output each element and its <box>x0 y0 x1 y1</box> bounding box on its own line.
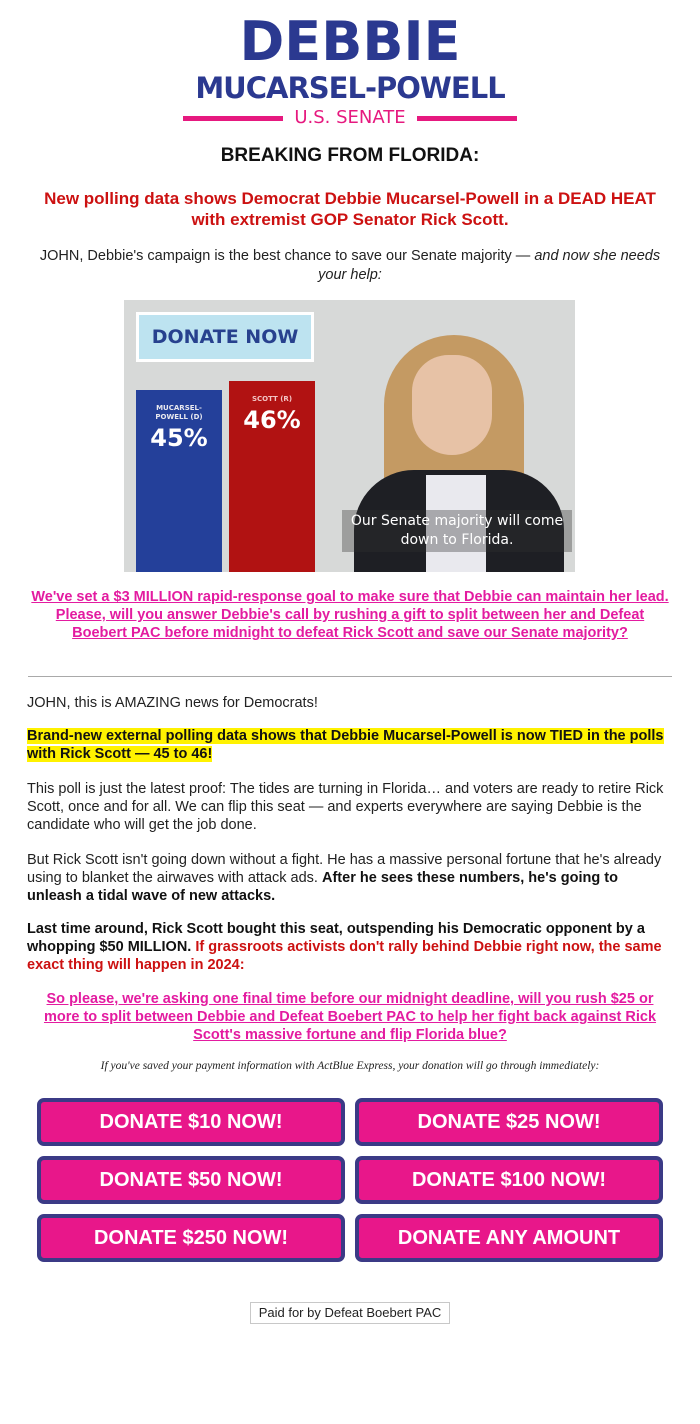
poll-bar-republican-label: SCOTT (R) <box>251 395 293 403</box>
body-paragraph-highlight <box>27 727 675 763</box>
donate-25-button[interactable]: DONATE $25 NOW! <box>355 1098 663 1146</box>
body-paragraph-4 <box>27 851 675 905</box>
poll-bar-republican-value: 46% <box>243 406 301 434</box>
poll-bar-democrat-label <box>136 404 222 422</box>
poll-headline: New polling data shows Democrat Debbie Mucarsel-Powell in a DEAD HEAT with extremist GOP Senator Rick Scott. <box>44 189 656 229</box>
poll-bar-democrat <box>136 390 222 572</box>
hero-donate-now-badge: DONATE NOW <box>136 312 314 362</box>
intro-text: JOHN, Debbie's campaign is the best chance to save our Senate majority — <box>39 248 535 264</box>
intro-paragraph <box>25 247 675 285</box>
donate-any-amount-button[interactable]: DONATE ANY AMOUNT <box>355 1214 663 1262</box>
logo-office: U.S. SENATE <box>294 107 406 128</box>
divider <box>28 676 672 677</box>
body-paragraph-4-bold: After he sees these numbers, he's going to unleash a tidal wave of new attacks. <box>27 870 618 904</box>
photo-face-shape <box>412 355 492 455</box>
body-paragraph-5-red: If grassroots activists don't rally behind Debbie right now, the same exact thing will happen in 2024: <box>27 939 662 973</box>
hero-poll-image[interactable] <box>124 300 575 572</box>
logo-first-name: DEBBIE <box>239 10 461 73</box>
highlighted-poll-text: Brand-new external polling data shows that Debbie Mucarsel-Powell is now TIED in the polls with Rick Scott — 45 to 46! <box>27 728 664 762</box>
logo-last-name: MUCARSEL-POWELL <box>195 71 505 105</box>
paid-for-disclaimer: Paid for by Defeat Boebert PAC <box>250 1302 450 1324</box>
poll-bar-democrat-label-line1: MUCARSEL- <box>156 404 202 412</box>
body-paragraph-3: This poll is just the latest proof: The tides are turning in Florida… and voters are ready to retire Rick Scott, once and for all. We can flip this seat — and experts everywhere are saying Debbie is the candidate who will get the job done. <box>27 781 664 833</box>
actblue-express-note: If you've saved your payment information with ActBlue Express, your donation will go through immediately: <box>100 1060 600 1072</box>
logo-left-stripe <box>183 116 283 121</box>
cta-primary-link[interactable]: We've set a $3 MILLION rapid-response goal to make sure that Debbie can maintain her lead. Please, will you answer Debbie's call by rushing a gift to split between her and Defeat Boebert PAC before midnight to defeat Rick Scott and save our Senate majority? <box>31 589 669 641</box>
poll-bar-republican <box>229 381 315 572</box>
donate-100-button[interactable]: DONATE $100 NOW! <box>355 1156 663 1204</box>
donate-10-button[interactable]: DONATE $10 NOW! <box>37 1098 345 1146</box>
body-paragraph-4-plain: But Rick Scott isn't going down without a fight. He has a massive personal fortune that he's already using to blanket the airwaves with attack ads. <box>27 852 662 886</box>
body-paragraph-1: JOHN, this is AMAZING news for Democrats! <box>27 695 318 711</box>
poll-bar-democrat-label-line2: POWELL (D) <box>155 413 203 421</box>
logo-right-stripe <box>417 116 517 121</box>
donate-250-button[interactable]: DONATE $250 NOW! <box>37 1214 345 1262</box>
cta-secondary-link[interactable]: So please, we're asking one final time before our midnight deadline, will you rush $25 or more to split between Debbie and Defeat Boebert PAC to help her fight back against Rick Scott's massive fortune and flip Florida blue? <box>43 991 657 1043</box>
logo-office-line <box>180 106 520 130</box>
body-paragraph-5 <box>27 920 675 974</box>
body-paragraph-5-bold: Last time around, Rick Scott bought this seat, outspending his Democratic opponent by a whopping $50 MILLION. <box>27 921 645 955</box>
candidate-photo <box>334 300 575 572</box>
breaking-heading: BREAKING FROM FLORIDA: <box>220 145 480 166</box>
campaign-logo <box>180 10 520 130</box>
donate-50-button[interactable]: DONATE $50 NOW! <box>37 1156 345 1204</box>
poll-bar-democrat-value: 45% <box>150 424 208 452</box>
photo-caption: Our Senate majority will come down to Florida. <box>342 510 572 552</box>
intro-italic: and now she needs your help: <box>318 248 661 283</box>
